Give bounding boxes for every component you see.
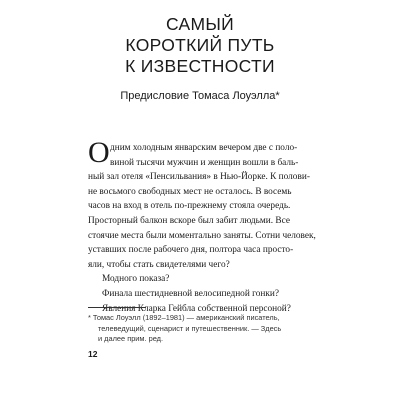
body-line: Модного показа? — [102, 274, 170, 285]
footnote-divider — [88, 307, 146, 308]
body-line: виной тысячи мужчин и женщин вошли в баль- — [110, 157, 299, 168]
footnote — [88, 313, 320, 345]
footnote-line: телеведущий, сценарист и путешественник. — Здесь — [98, 323, 282, 333]
footnote-line: и далее прим. ред. — [98, 334, 164, 343]
body-line: часов на вход в отель по-прежнему стояла очередь. — [88, 201, 291, 212]
body-line: дним холодным январским вечером две с поло- — [110, 143, 298, 153]
body-line: стоячие места были моментально заняты. Сотни человек, — [88, 230, 316, 241]
body-line: Просторный балкон вскоре был забит людьми. Все — [88, 215, 290, 226]
footnote-line: * Томас Лоуэлл (1892–1981) — американский писатель, — [88, 313, 280, 322]
body-line: ный зал отеля «Пенсильвания» в Нью-Йорке. К полови- — [88, 172, 310, 183]
chapter-subtitle: Предисловие Томаса Лоуэлла* — [120, 90, 280, 102]
chapter-title-line: КОРОТКИЙ ПУТЬ — [125, 35, 275, 55]
drop-cap: О — [88, 136, 110, 169]
chapter-title-line: САМЫЙ — [165, 14, 235, 34]
body-line: не восьмого свободных мест не осталось. В восемь — [88, 186, 292, 197]
body-line: яли, чтобы стать свидетелями чего? — [88, 259, 230, 270]
chapter-title-line: К ИЗВЕСТНОСТИ — [125, 56, 275, 76]
chapter-title — [0, 14, 400, 77]
body-line: Финала шестидневной велосипедной гонки? — [102, 288, 279, 299]
body-line: Явления Кларка Гейбла собственной персоной? — [102, 303, 291, 314]
page-number: 12 — [88, 349, 98, 359]
body-text — [88, 141, 316, 316]
body-line: уставших после рабочего дня, полтора часа просто- — [88, 245, 294, 256]
